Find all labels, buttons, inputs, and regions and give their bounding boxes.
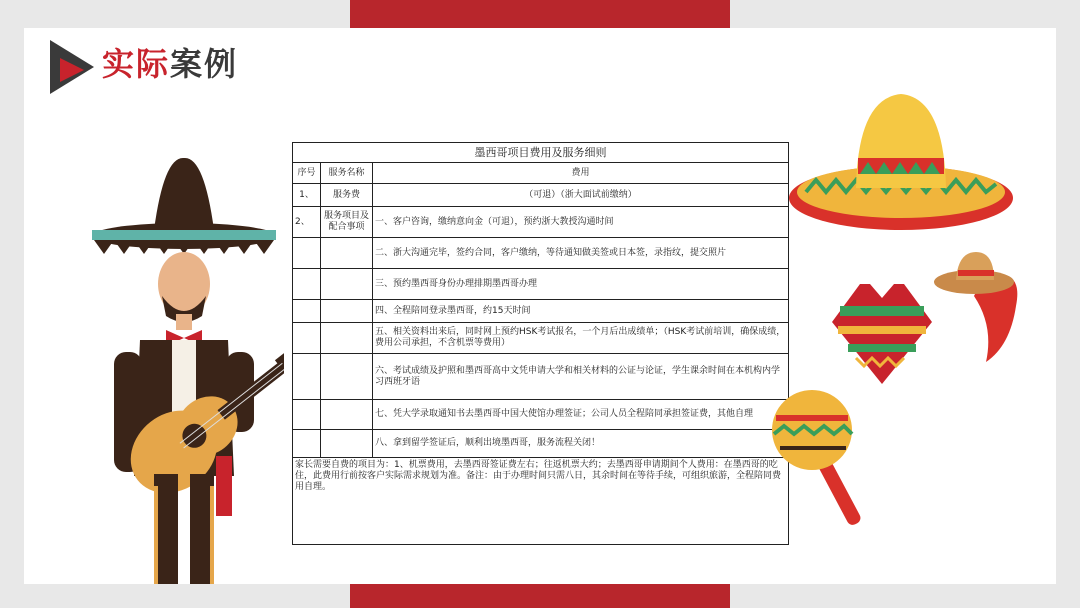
row-no	[293, 269, 321, 300]
title-part-1: 实际	[102, 45, 171, 83]
header-service-name: 服务名称	[321, 163, 373, 184]
row-no	[293, 430, 321, 458]
table-row	[293, 269, 789, 300]
table-row	[293, 354, 789, 400]
poncho-illustration	[830, 282, 934, 386]
row-no: 2、	[293, 207, 321, 238]
row-service-name	[321, 430, 373, 458]
chili-pepper-illustration	[934, 246, 1034, 366]
row-service-name	[321, 269, 373, 300]
play-logo-icon	[50, 40, 94, 94]
mariachi-guitarist-illustration	[84, 156, 284, 584]
row-no	[293, 323, 321, 354]
header-no: 序号	[293, 163, 321, 184]
row-detail: 一、客户咨询，缴纳意向金（可退），预约浙大教授沟通时间	[373, 207, 789, 238]
row-detail: （可退）（浙大面试前缴纳）	[373, 184, 789, 207]
header-fee: 费用	[373, 163, 789, 184]
top-accent-bar	[350, 0, 730, 28]
table-row	[293, 323, 789, 354]
row-no: 1、	[293, 184, 321, 207]
row-no	[293, 354, 321, 400]
row-detail: 四、全程陪同登录墨西哥，约15天时间	[373, 300, 789, 323]
page-title	[102, 42, 238, 86]
row-service-name	[321, 354, 373, 400]
row-no	[293, 238, 321, 269]
row-service-name: 服务项目及配合事项	[321, 207, 373, 238]
table-row	[293, 400, 789, 430]
title-part-2: 案例	[170, 45, 239, 83]
maraca-illustration	[770, 384, 890, 534]
row-no	[293, 300, 321, 323]
row-detail: 三、预约墨西哥身份办理排期墨西哥办理	[373, 269, 789, 300]
slide	[24, 28, 1056, 584]
table-notes: 家长需要自费的项目为：1、机票费用，去墨西哥签证费左右；往返机票大约；去墨西哥申请期间个人费用：在墨西哥的吃住，此费用行前按客户实际需求规划为准。备注：由于办理时间只需八日，其余时间在等待手续，可组织旅游，全程陪同费用自理。	[293, 458, 789, 545]
row-detail: 二、浙大沟通完毕，签约合同，客户缴纳，等待通知做美签或日本签，录指纹，提交照片	[373, 238, 789, 269]
row-service-name: 服务费	[321, 184, 373, 207]
row-detail: 五、相关资料出来后，同时网上预约HSK考试报名，一个月后出成绩单；（HSK考试前培训，确保成绩，费用公司承担，不含机票等费用）	[373, 323, 789, 354]
row-detail: 六、考试成绩及护照和墨西哥高中文凭申请大学和相关材料的公证与论证，学生课余时间在本机构内学习西班牙语	[373, 354, 789, 400]
fee-table-wrapper	[292, 142, 788, 545]
table-row	[293, 300, 789, 323]
row-service-name	[321, 323, 373, 354]
row-service-name	[321, 300, 373, 323]
bottom-accent-bar	[350, 584, 730, 608]
table-header-row	[293, 163, 789, 184]
table-row	[293, 184, 789, 207]
table-row	[293, 430, 789, 458]
row-service-name	[321, 238, 373, 269]
row-detail: 七、凭大学录取通知书去墨西哥中国大使馆办理签证；公司人员全程陪同承担签证费，其他自理	[373, 400, 789, 430]
table-caption: 墨西哥项目费用及服务细则	[293, 143, 789, 163]
row-detail: 八、拿到留学签证后，顺利出境墨西哥，服务流程关闭！	[373, 430, 789, 458]
fee-service-table	[292, 142, 789, 545]
sombrero-illustration	[786, 88, 1016, 238]
table-row	[293, 207, 789, 238]
row-service-name	[321, 400, 373, 430]
table-row	[293, 238, 789, 269]
row-no	[293, 400, 321, 430]
